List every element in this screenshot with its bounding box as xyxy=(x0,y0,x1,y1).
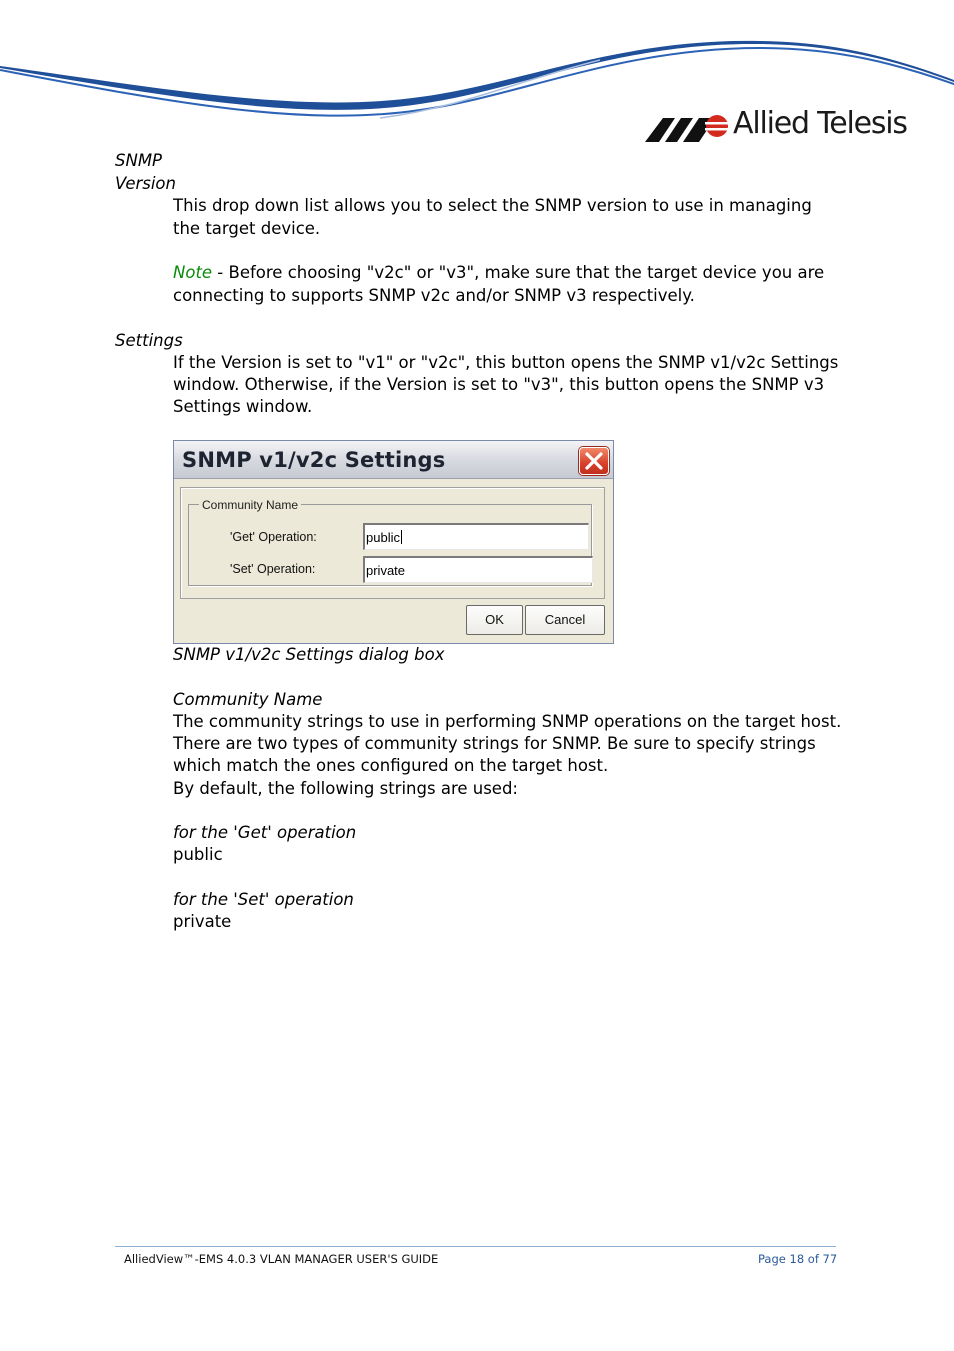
set-operation-label: 'Set' Operation: xyxy=(230,562,316,576)
term-version: Version xyxy=(115,174,176,193)
dialog-title: SNMP v1/v2c Settings xyxy=(182,448,446,472)
term-snmp: SNMP xyxy=(115,151,163,170)
set-operation-input[interactable] xyxy=(363,556,593,583)
logo-wordmark: Allied Telesis xyxy=(733,106,907,141)
note-text: - Before choosing "v2c" or "v3", make sure that the target device you are xyxy=(212,263,825,282)
community-description-line: The community strings to use in performing SNMP operations on the target host. xyxy=(173,712,842,731)
get-operation-input[interactable] xyxy=(363,523,589,550)
close-icon xyxy=(585,452,603,470)
snmp-settings-dialog xyxy=(173,440,614,644)
dialog-titlebar[interactable] xyxy=(174,441,613,479)
footer-divider xyxy=(115,1246,836,1247)
get-operation-heading: for the 'Get' operation xyxy=(173,823,357,842)
allied-telesis-logo xyxy=(645,108,905,148)
settings-description-line: Settings window. xyxy=(173,397,313,416)
dialog-close-button[interactable] xyxy=(579,447,609,475)
snmp-version-description-line: the target device. xyxy=(173,219,321,238)
set-operation-value: private xyxy=(366,563,406,578)
text-caret xyxy=(401,530,402,544)
term-settings: Settings xyxy=(115,331,183,350)
footer-page-number: Page 18 of 77 xyxy=(758,1252,838,1266)
get-operation-default: public xyxy=(173,845,223,864)
allied-telesis-logo-mark-icon xyxy=(645,112,729,142)
note-label: Note xyxy=(173,263,213,282)
settings-description-line: If the Version is set to "v1" or "v2c", this button opens the SNMP v1/v2c Settings xyxy=(173,353,839,372)
cancel-button[interactable]: Cancel xyxy=(525,605,605,635)
set-operation-default: private xyxy=(173,912,232,931)
set-operation-heading: for the 'Set' operation xyxy=(173,890,354,909)
note-paragraph xyxy=(173,262,824,284)
community-name-group-label: Community Name xyxy=(199,498,301,512)
snmp-version-description-line: This drop down list allows you to select the SNMP version to use in managing xyxy=(173,196,812,215)
community-name-heading: Community Name xyxy=(173,690,323,709)
note-text-line: connecting to supports SNMP v2c and/or SNMP v3 respectively. xyxy=(173,286,695,305)
footer-guide-title: AlliedView™-EMS 4.0.3 VLAN MANAGER USER'S GUIDE xyxy=(124,1252,439,1266)
community-description-line: which match the ones configured on the target host. xyxy=(173,756,609,775)
get-operation-value: public xyxy=(366,530,400,545)
ok-button[interactable]: OK xyxy=(466,605,523,635)
community-description-line: There are two types of community strings for SNMP. Be sure to specify strings xyxy=(173,734,816,753)
get-operation-label: 'Get' Operation: xyxy=(230,530,317,544)
figure-caption: SNMP v1/v2c Settings dialog box xyxy=(173,645,445,664)
settings-description-line: window. Otherwise, if the Version is set to "v3", this button opens the SNMP v3 xyxy=(173,375,825,394)
community-description-line: By default, the following strings are used: xyxy=(173,779,518,798)
